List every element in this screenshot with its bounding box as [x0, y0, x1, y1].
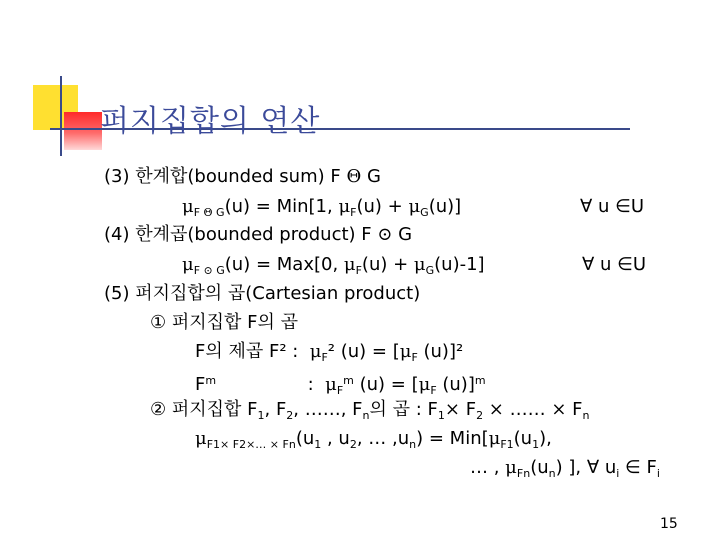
- sub2-formula-line2: … , $\mu_{Fn}(u_n)$ ], ∀ $u_i$ ∈ $F_i$: [470, 457, 660, 480]
- bounded-sum-quantifier: ∀ u ∈U: [580, 196, 645, 217]
- slide-title: 퍼지집합의 연산: [100, 104, 321, 139]
- bounded-product-quantifier: ∀ u ∈U: [582, 254, 647, 275]
- page-number: 15: [660, 516, 678, 532]
- bounded-sum-formula: $\mu_{F \Theta G}(u) = Min[1$, $\mu_F(u) + \mu_G(u)$]: [182, 196, 462, 219]
- sub2-formula-line1: $\mu_{F1⨯ F2⨯\dots ⨯ Fn}(u_1$ , $u_2$, … $,u_n) = Min[\mu_{F1}(u_1)$,: [195, 428, 552, 451]
- sub1-heading: ① 퍼지집합 F의 곱: [150, 312, 298, 333]
- bounded-sum-heading: (3) 한계합(bounded sum) F Θ G: [104, 166, 381, 187]
- decor-red-square: [64, 112, 102, 150]
- sub2-heading: ② 퍼지집합 $F_1$, $F_2$, ……, $F_n$의 곱 : $F_1⨯$ $F_2$ ⨯ …… ⨯ $F_n$: [150, 399, 590, 422]
- decor-vertical-line: [60, 76, 62, 156]
- sub1-square-formula: F의 제곱 F² : $\mu_F^2$ $(u) = [\mu_F$ (u)]²: [195, 341, 464, 364]
- bounded-product-formula: $\mu_{F ⊙ G}(u) = Max[0$, $\mu_F(u) + \mu_G(u)-1$]: [182, 254, 485, 277]
- sub1-power-formula: $F^m$ : $\mu_F^m$ $(u) = [\mu_F$ (u)]$^m$: [195, 374, 486, 397]
- cartesian-heading: (5) 퍼지집합의 곱(Cartesian product): [104, 283, 421, 304]
- bounded-product-heading: (4) 한계곱(bounded product) F ⊙ G: [104, 224, 413, 245]
